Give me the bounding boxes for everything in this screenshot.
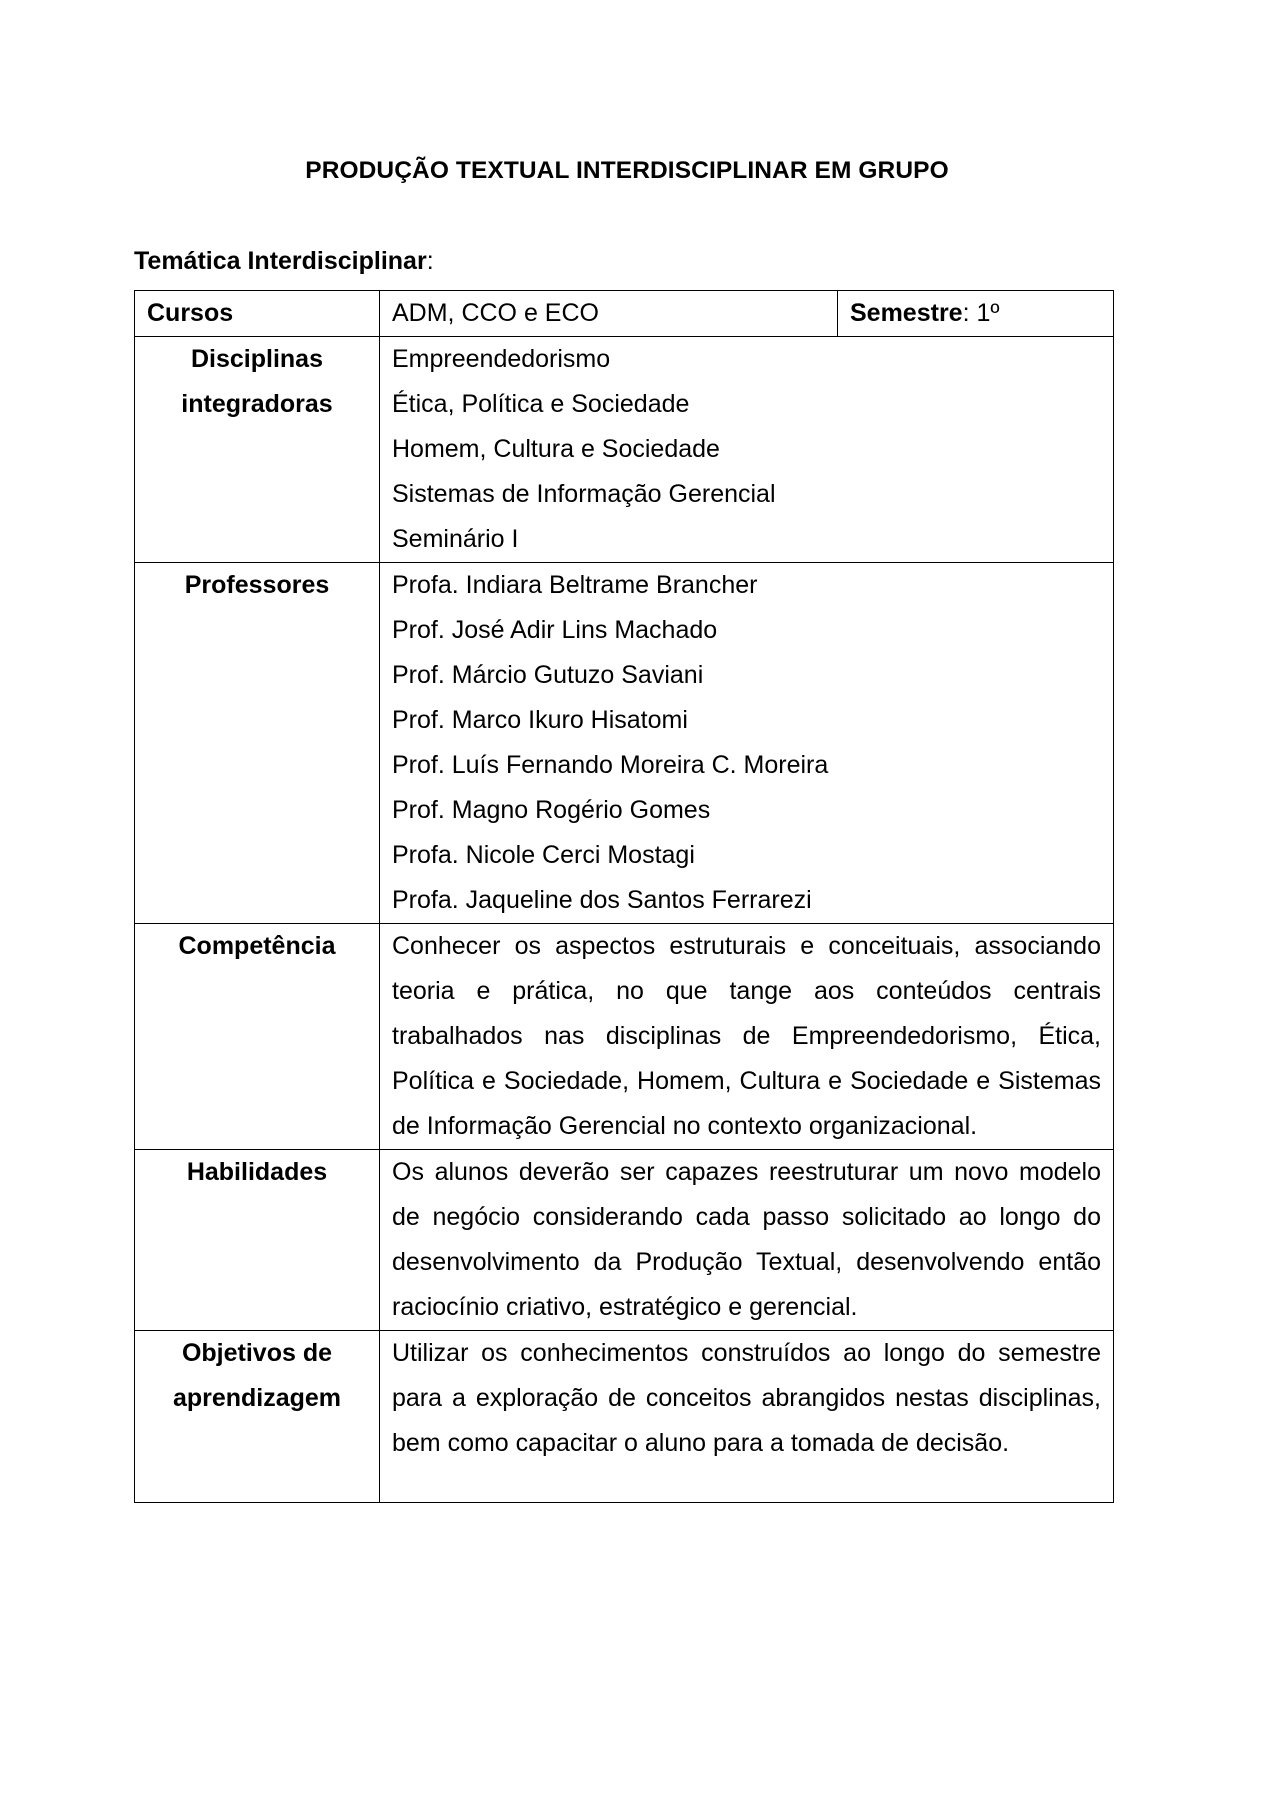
- objetivos-text: Utilizar os conhecimentos construídos ao longo do semestre para a exploração de conceitos abrangidos nestas disciplinas, bem como capacitar o aluno para a tomada de decisão.: [380, 1331, 1114, 1503]
- competencia-text: Conhecer os aspectos estruturais e conceituais, associando teoria e prática, no que tange aos conteúdos centrais trabalhados nas disciplinas de Empreendedorismo, Ética, Política e Sociedade, Homem, Cultura e Sociedade e Sistemas de Informação Gerencial no contexto organizacional.: [380, 924, 1114, 1150]
- cursos-label: Cursos: [135, 291, 380, 337]
- list-item: Empreendedorismo: [392, 345, 611, 373]
- list-item: Ética, Política e Sociedade: [392, 390, 690, 418]
- list-item: Sistemas de Informação Gerencial: [392, 480, 776, 508]
- list-item: Seminário I: [392, 525, 519, 553]
- theme-line: [134, 246, 434, 276]
- disciplinas-label-line2: integradoras: [181, 390, 333, 418]
- list-item: Profa. Nicole Cerci Mostagi: [392, 841, 695, 869]
- list-item: Profa. Jaqueline dos Santos Ferrarezi: [392, 886, 812, 914]
- semestre-label: Semestre: [850, 299, 963, 327]
- list-item: Profa. Indiara Beltrame Brancher: [392, 571, 758, 599]
- theme-label: Temática Interdisciplinar: [134, 247, 427, 275]
- row-habilidades: [135, 1150, 1114, 1331]
- disciplinas-label-line1: Disciplinas: [191, 345, 323, 373]
- list-item: Prof. Marco Ikuro Hisatomi: [392, 706, 688, 734]
- list-item: Prof. Magno Rogério Gomes: [392, 796, 711, 824]
- competencia-label: Competência: [135, 924, 380, 1150]
- row-competencia: [135, 924, 1114, 1150]
- habilidades-label: Habilidades: [135, 1150, 380, 1331]
- cursos-value: ADM, CCO e ECO: [380, 291, 838, 337]
- theme-colon: :: [426, 247, 434, 275]
- professores-list: [380, 563, 1114, 924]
- list-item: Prof. Márcio Gutuzo Saviani: [392, 661, 704, 689]
- professores-label: Professores: [135, 563, 380, 924]
- course-info-table: [134, 290, 1114, 1503]
- row-objetivos: [135, 1331, 1114, 1503]
- row-disciplinas: [135, 337, 1114, 563]
- document-title: PRODUÇÃO TEXTUAL INTERDISCIPLINAR EM GRUPO: [305, 157, 949, 184]
- habilidades-text: Os alunos deverão ser capazes reestruturar um novo modelo de negócio considerando cada passo solicitado ao longo do desenvolvimento da Produção Textual, desenvolvendo então raciocínio criativo, estratégico e gerencial.: [380, 1150, 1114, 1331]
- semestre-cell: [838, 291, 1114, 337]
- disciplinas-label: [135, 337, 380, 563]
- objetivos-label: [135, 1331, 380, 1503]
- objetivos-label-line1: Objetivos de: [181, 1339, 333, 1367]
- row-cursos: [135, 291, 1114, 337]
- objetivos-label-line2: aprendizagem: [172, 1384, 342, 1412]
- disciplinas-list: [380, 337, 1114, 563]
- semestre-value: : 1º: [962, 299, 1000, 327]
- list-item: Prof. Luís Fernando Moreira C. Moreira: [392, 751, 829, 779]
- list-item: Prof. José Adir Lins Machado: [392, 616, 718, 644]
- row-professores: [135, 563, 1114, 924]
- list-item: Homem, Cultura e Sociedade: [392, 435, 720, 463]
